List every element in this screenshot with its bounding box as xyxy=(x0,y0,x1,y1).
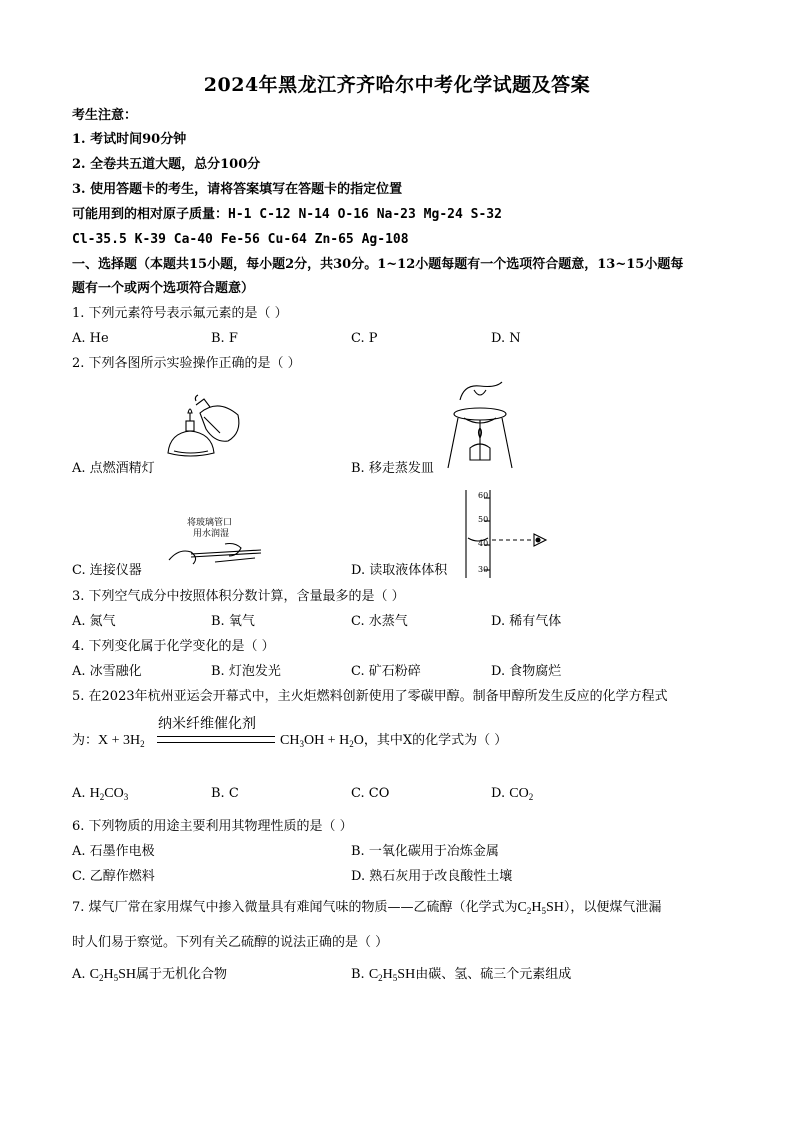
q3-option-c[interactable]: C. 水蒸气 xyxy=(351,614,408,629)
q1-option-d[interactable]: D. N xyxy=(491,331,521,346)
q2-c-caption-1: 将玻璃管口 xyxy=(187,518,233,528)
q2-option-a[interactable]: A. 点燃酒精灯 xyxy=(72,461,155,476)
cylinder-tick-40: 40 xyxy=(478,539,489,548)
q5-eq-suffix: ，其中X的化学式为（ ） xyxy=(363,733,508,748)
notice-item-3: 3. 使用答题卡的考生，请将答案填写在答题卡的指定位置 xyxy=(72,182,403,197)
q2-stem: 2. 下列各图所示实验操作正确的是（ ） xyxy=(72,356,301,371)
cylinder-tick-30: 30 xyxy=(478,565,489,574)
q5-equation-right xyxy=(280,733,507,752)
q7-option-a[interactable]: A. $C_2H_5SH$属于无机化合物 xyxy=(72,967,228,983)
q6-option-b[interactable]: B. 一氧化碳用于冶炼金属 xyxy=(351,844,499,859)
atomic-masses-line1: 可能用到的相对原子质量：H-1 C-12 N-14 O-16 Na-23 Mg-24 S-32 xyxy=(72,207,502,222)
q5-reactants: $X + 3H_2$ xyxy=(98,733,145,749)
atomic-masses-line2: Cl-35.5 K-39 Ca-40 Fe-56 Cu-64 Zn-65 Ag-108 xyxy=(72,232,409,247)
graduated-cylinder-figure xyxy=(462,488,557,580)
q4-option-b[interactable]: B. 灯泡发光 xyxy=(211,664,281,679)
section1-heading-cont: 题有一个或两个选项符合题意） xyxy=(72,281,255,296)
q7-option-b[interactable]: B. $C_2H_5SH$由碳、氢、硫三个元素组成 xyxy=(351,967,572,983)
q6-stem: 6. 下列物质的用途主要利用其物理性质的是（ ） xyxy=(72,819,353,834)
q4-option-d[interactable]: D. 食物腐烂 xyxy=(491,664,562,679)
q7-option-a-text: 属于无机化合物 xyxy=(136,967,228,982)
q5-products: $CH_3OH + H_2O$ xyxy=(280,733,364,749)
cylinder-tick-60: 60 xyxy=(478,491,489,500)
q4-stem: 4. 下列变化属于化学变化的是（ ） xyxy=(72,639,275,654)
q2-option-b[interactable]: B. 移走蒸发皿 xyxy=(351,461,434,476)
q1-option-a[interactable]: A. He xyxy=(72,331,109,346)
section1-heading: 一、选择题（本题共15小题，每小题2分，共30分。1~12小题每题有一个选项符合题意，13~15小题每 xyxy=(72,257,684,272)
q5-option-a[interactable]: A. $H_2CO_3$ xyxy=(72,786,129,802)
q5-catalyst-label: 纳米纤维催化剂 xyxy=(158,716,256,732)
evaporating-dish-figure xyxy=(440,380,520,472)
q1-option-b[interactable]: B. F xyxy=(211,331,238,346)
q7-stem-b: ），以便煤气泄漏 xyxy=(563,900,662,915)
q5-option-c[interactable]: C. CO xyxy=(351,786,390,801)
q7-stem-a: 7. 煤气厂常在家用煤气中掺入微量具有难闻气味的物质——乙硫醇（化学式为 xyxy=(72,900,518,915)
q1-option-c[interactable]: C. P xyxy=(351,331,378,346)
q2-option-d[interactable]: D. 读取液体体积 xyxy=(351,563,448,578)
q6-option-d[interactable]: D. 熟石灰用于改良酸性土壤 xyxy=(351,869,513,884)
q5-option-b[interactable]: B. C xyxy=(211,786,239,801)
q3-option-b[interactable]: B. 氧气 xyxy=(211,614,255,629)
q2-c-caption-2: 用水润湿 xyxy=(193,529,230,539)
q7-formula: $C_2H_5SH$ xyxy=(517,900,564,916)
q3-stem: 3. 下列空气成分中按照体积分数计算，含量最多的是（ ） xyxy=(72,589,405,604)
tube-connection-figure xyxy=(165,540,265,568)
notice-item-2: 2. 全卷共五道大题，总分100分 xyxy=(72,157,261,172)
q2-option-c[interactable]: C. 连接仪器 xyxy=(72,563,142,578)
q7-stem-2: 时人们易于察觉。下列有关乙硫醇的说法正确的是（ ） xyxy=(72,935,389,950)
q5-equation-line xyxy=(72,733,145,752)
q5-stem: 5. 在2023年杭州亚运会开幕式中，主火炬燃料创新使用了零碳甲醇。制备甲醇所发生反应的化学方程式 xyxy=(72,689,668,704)
q3-option-d[interactable]: D. 稀有气体 xyxy=(491,614,562,629)
q4-option-a[interactable]: A. 冰雪融化 xyxy=(72,664,142,679)
q3-option-a[interactable]: A. 氮气 xyxy=(72,614,116,629)
cylinder-tick-50: 50 xyxy=(478,515,489,524)
alcohol-lamp-figure xyxy=(160,393,250,468)
q5-option-d[interactable]: D. $CO_2$ xyxy=(491,786,534,802)
q4-option-c[interactable]: C. 矿石粉碎 xyxy=(351,664,421,679)
page-title: 2024年黑龙江齐齐哈尔中考化学试题及答案 xyxy=(203,74,591,96)
notice-heading: 考生注意： xyxy=(72,108,138,123)
q7-option-b-text: 由碳、氢、硫三个元素组成 xyxy=(415,967,572,982)
q6-option-a[interactable]: A. 石墨作电极 xyxy=(72,844,155,859)
q1-stem: 1. 下列元素符号表示氟元素的是（ ） xyxy=(72,306,288,321)
q5-equation-arrow xyxy=(157,736,275,743)
q5-eq-prefix: 为： xyxy=(72,733,99,748)
q7-stem xyxy=(72,900,661,919)
q6-option-c[interactable]: C. 乙醇作燃料 xyxy=(72,869,155,884)
notice-item-1: 1. 考试时间90分钟 xyxy=(72,132,187,147)
